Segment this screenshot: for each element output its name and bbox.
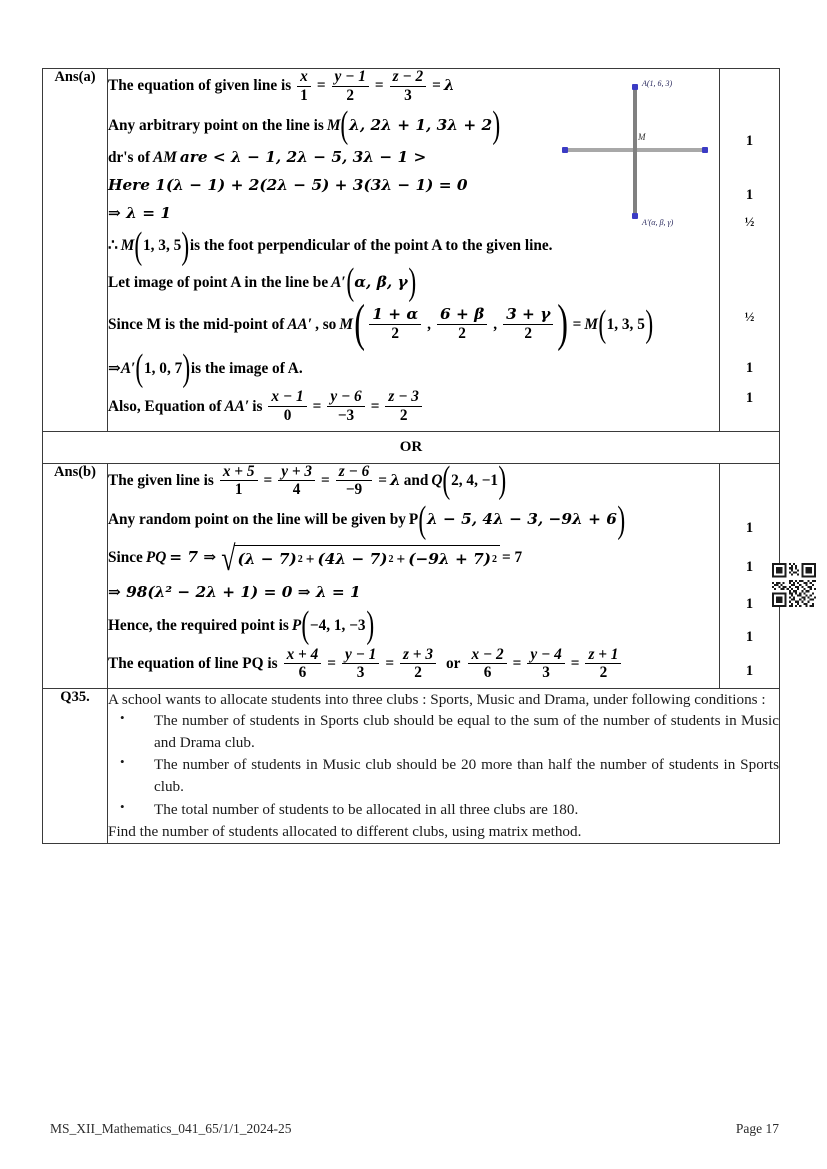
point-m: M [120, 237, 135, 255]
ans-a-line5-text: ⇒ λ = 1 [108, 203, 171, 222]
fraction-y-plus-3-over-4: $\frac{y + 3}{4}$ [278, 464, 315, 498]
ans-b-line3-eq: = 7 ⇒ [169, 548, 217, 567]
mark-value: 1 [745, 519, 754, 536]
ans-a-line7-text: Let image of point A in the line be [108, 273, 329, 291]
fraction-z-plus-1-over-2: $\frac{z + 1}{2}$ [585, 647, 621, 681]
fraction-x-minus-2-over-6: $\frac{x - 2}{6}$ [468, 647, 506, 681]
term-2: (4λ − 7) [317, 549, 388, 568]
table-row-ans-b [43, 463, 780, 688]
paren-open: ( [135, 346, 144, 389]
ans-b-line-3 [108, 539, 719, 579]
paren-open: ( [346, 260, 354, 303]
implies-symbol: ⇒ [108, 358, 121, 377]
equals-sign: = [370, 397, 380, 415]
lambda-symbol: λ [443, 76, 455, 95]
point-m: M [339, 315, 353, 333]
ans-a-line6-coords: 1, 3, 5 [143, 237, 182, 255]
list-item: • The number of students in Sports club should be equal to the sum of the number of students in Music and Drama club. [108, 710, 779, 753]
mark-value: 1 [745, 390, 754, 406]
row-marks-ans-b [720, 463, 780, 688]
fraction-y-minus-4-over-3: $\frac{y - 4}{3}$ [527, 647, 564, 681]
point-a-prime: A′ [120, 359, 136, 377]
ans-b-line1-coords: 2, 4, −1 [451, 471, 499, 489]
equals-sign: = [321, 471, 330, 489]
fraction-z-minus-2-over-3: $\frac{z - 2}{3}$ [390, 69, 427, 103]
term-1: (λ − 7) [237, 549, 297, 568]
ans-a-line6-text: is the foot perpendicular of the point A to the given line. [189, 237, 553, 255]
paren-close: ) [408, 260, 416, 303]
diagram-label-a: A(1, 6, 3) [642, 79, 673, 88]
square-root [221, 539, 500, 579]
fraction-x-plus-5-over-1: $\frac{x + 5}{1}$ [220, 464, 258, 498]
equals-sign: = [432, 77, 441, 95]
paren-open: ( [354, 295, 365, 353]
segment-pq: PQ [145, 549, 167, 567]
equals-sign: = [378, 471, 387, 489]
diagram-point-right-dot [702, 147, 708, 153]
paren-close: ) [492, 104, 501, 147]
ans-a-line3-prefix: dr's of [108, 148, 151, 166]
mark-value: 1 [745, 558, 754, 575]
point-q: Q [431, 471, 443, 489]
radicand: (λ − 7) 2 + (4λ − 7) 2 + (−9λ + 7) 2 [234, 545, 500, 571]
ans-b-line4-text: ⇒ 98(λ² − 2λ + 1) = 0 ⇒ λ = 1 [108, 583, 361, 602]
ans-b-line5-coords: −4, 1, −3 [309, 616, 366, 634]
paren-close: ) [182, 346, 191, 389]
radical-sign: √ [221, 539, 236, 579]
ans-b-line2-text: Any random point on the line will be given by [108, 511, 406, 529]
point-p: P [291, 616, 302, 634]
paren-close: ) [365, 604, 374, 647]
paren-close: ) [181, 224, 190, 267]
ans-b-line5-text: Hence, the required point is [108, 616, 289, 634]
ans-a-line-7 [108, 260, 719, 303]
ans-a-line-9 [108, 346, 719, 389]
ans-a-line4-text: Here 1(λ − 1) + 2(2λ − 5) + 3(3λ − 1) = 0 [108, 175, 468, 194]
equals-sign: = [327, 654, 336, 672]
footer-page-number: Page 17 [735, 1121, 779, 1136]
plus-sign: + [305, 550, 315, 568]
equals-sign: = [374, 77, 384, 95]
paren-open: ( [301, 604, 310, 647]
table-row-q35 [43, 688, 780, 843]
fraction-1-plus-alpha-over-2: $\frac{1 + \alpha}{2}$ [369, 307, 421, 341]
term-3: (−9λ + 7) [408, 549, 491, 568]
ans-a-line-8 [108, 295, 719, 353]
qr-code [772, 563, 816, 607]
row-label-ans-a: Ans(a) [43, 69, 108, 432]
ans-b-line-4 [108, 582, 719, 604]
diagram-label-m: M [638, 132, 646, 142]
mark-value: ½ [744, 309, 755, 324]
paren-close: ) [498, 459, 507, 502]
paren-open: ( [134, 224, 143, 267]
equals-sign: = [570, 654, 580, 672]
fraction-y-minus-6-over-minus-3: $\frac{y - 6}{-3}$ [327, 389, 364, 423]
paren-open: ( [418, 498, 427, 541]
diagram-vertical-line [633, 88, 637, 216]
ans-b-line6-text: The equation of line PQ is [108, 654, 278, 672]
row-body-ans-b [108, 459, 720, 688]
segment-aa-prime: AA′ [287, 315, 313, 333]
mark-value: 1 [745, 360, 754, 376]
ans-a-line1-text: The equation of given line is [108, 77, 292, 95]
plus-sign: + [396, 550, 406, 568]
ans-a-line7-coords: α, β, γ [354, 272, 408, 291]
paren-open: ( [598, 302, 607, 345]
comma: , [493, 315, 498, 333]
diagram-point-a-dot [632, 84, 638, 90]
ans-b-line6-or: or [446, 654, 461, 672]
footer-document-id: MS_XII_Mathematics_041_65/1/1_2024-25 [50, 1121, 292, 1136]
fraction-y-minus-1-over-3: $\frac{y - 1}{3}$ [342, 647, 379, 681]
fraction-3-plus-gamma-over-2: $\frac{3 + \gamma}{2}$ [503, 307, 553, 341]
ans-a-line9-text: is the image of A. [190, 359, 303, 377]
q35-closing: Find the number of students allocated to different clubs, using matrix method. [108, 823, 582, 841]
diagram-point-a-prime-dot [632, 213, 638, 219]
segment-am: AM [153, 148, 177, 166]
row-label-q35: Q35. [43, 688, 108, 843]
mark-value: 1 [745, 133, 754, 149]
paren-open: ( [442, 459, 451, 502]
ans-a-line10-text2: is [252, 397, 263, 415]
ans-b-line1-text: The given line is [108, 471, 214, 489]
row-marks-ans-a [720, 69, 780, 432]
fraction-z-plus-3-over-2: $\frac{z + 3}{2}$ [400, 647, 436, 681]
ans-a-line-10 [108, 389, 719, 423]
comma: , [427, 315, 431, 333]
paren-close: ) [557, 295, 569, 353]
row-body-q35 [108, 688, 780, 843]
fraction-y-minus-1-over-2: $\frac{y - 1}{2}$ [332, 69, 369, 103]
equals-sign: = [385, 654, 395, 672]
equals-sign: = [572, 315, 582, 333]
mark-value: ½ [744, 214, 755, 229]
table-row-or-divider [43, 431, 780, 463]
diagram-point-left-dot [562, 147, 568, 153]
q35-intro: A school wants to allocate students into three clubs : Sports, Music and Drama, under following conditions : [108, 690, 766, 708]
fraction-x-minus-1-over-0: $\frac{x - 1}{0}$ [268, 389, 306, 423]
fraction-z-minus-3-over-2: $\frac{z - 3}{2}$ [385, 389, 422, 423]
ans-b-line3-prefix: Since [108, 549, 143, 567]
point-m: M [584, 315, 598, 333]
ans-a-line-6 [108, 224, 719, 267]
ans-a-line9-coords: 1, 0, 7 [144, 359, 183, 377]
mark-value: 1 [745, 628, 754, 645]
equals-sign: = [512, 654, 522, 672]
equals-sign: = [312, 397, 322, 415]
row-label-ans-b: Ans(b) [43, 463, 108, 688]
ans-a-line2-coords: λ, 2λ + 1, 3λ + 2 [349, 115, 493, 134]
equals-sign: = [263, 471, 273, 489]
diagram-label-a-prime: A′(α, β, γ) [642, 218, 674, 227]
point-m: M [326, 116, 341, 134]
fraction-x-over-1: $\frac{x}{1}$ [297, 69, 311, 103]
ans-b-line-6 [108, 647, 719, 681]
point-a-prime: A′ [331, 273, 346, 291]
fraction-6-plus-beta-over-2: $\frac{6 + \beta}{2}$ [437, 307, 487, 341]
ans-b-line3-result: = 7 [501, 549, 523, 567]
ans-b-line-2 [108, 498, 719, 541]
ans-a-line2-text: Any arbitrary point on the line is [108, 116, 324, 134]
paren-close: ) [645, 302, 654, 345]
ans-a-line8-text: Since M is the mid-point of [108, 315, 285, 333]
ans-a-line3-text: are < λ − 1, 2λ − 5, 3λ − 1 > [179, 147, 427, 166]
ans-b-line-1 [108, 459, 719, 502]
paren-close: ) [617, 498, 626, 541]
ans-b-line2-coords: λ − 5, 4λ − 3, −9λ + 6 [426, 510, 617, 529]
q35-condition-list [108, 710, 779, 820]
mark-value: 1 [745, 662, 754, 679]
lambda-symbol: λ [390, 470, 401, 489]
fraction-z-minus-6-over-minus-9: $\frac{z - 6}{-9}$ [336, 464, 373, 498]
paren-open: ( [340, 104, 349, 147]
ans-a-line8-text2: , so [315, 315, 337, 333]
page-footer [50, 1121, 779, 1137]
list-item: • The total number of students to be allocated in all three clubs are 180. [108, 799, 779, 821]
point-p: P [408, 511, 419, 529]
list-item: • The number of students in Music club should be 20 more than half the number of students in Sports club. [108, 754, 779, 797]
equals-sign: = [316, 77, 326, 95]
mark-value: 1 [745, 595, 754, 612]
segment-aa-prime: AA′ [224, 397, 250, 415]
therefore-symbol: ∴ [108, 237, 118, 255]
reflection-diagram [556, 72, 714, 232]
ans-a-line10-text: Also, Equation of [108, 397, 222, 415]
ans-b-line-5 [108, 604, 719, 647]
mark-value: 1 [745, 187, 754, 203]
ans-a-line8-result-coords: 1, 3, 5 [606, 315, 645, 333]
ans-b-line1-and: and [403, 471, 429, 489]
fraction-x-plus-4-over-6: $\frac{x + 4}{6}$ [284, 647, 322, 681]
or-divider-cell: OR [43, 431, 780, 463]
